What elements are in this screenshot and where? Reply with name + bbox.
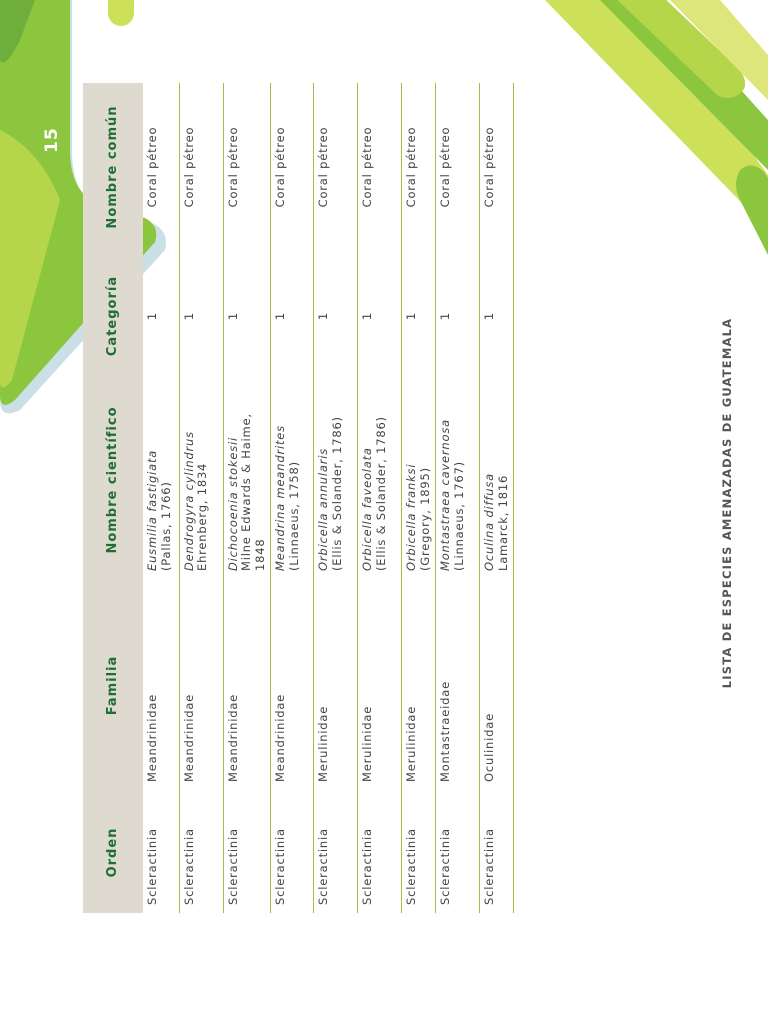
cell-orden: Scleractinia	[436, 792, 480, 913]
cell-nombre-cientifico	[223, 381, 271, 579]
cell-nombre-cientifico	[402, 381, 436, 579]
species-author: Milne Edwards & Haime, 1848	[239, 413, 267, 571]
cell-orden: Scleractinia	[223, 792, 271, 913]
cell-orden: Scleractinia	[143, 792, 179, 913]
cell-categoria: 1	[358, 251, 402, 381]
cell-categoria: 1	[143, 251, 179, 381]
table-row	[271, 83, 314, 913]
cell-nombre-comun: Coral pétreo	[402, 83, 436, 251]
cell-familia: Merulinidae	[358, 579, 402, 792]
header-nombre-cientifico: Nombre científico	[83, 381, 143, 579]
species-name: Montastraea cavernosa	[438, 419, 452, 571]
cell-nombre-cientifico	[179, 381, 223, 579]
cell-familia: Oculinidae	[480, 579, 514, 792]
cell-orden: Scleractinia	[271, 792, 314, 913]
cell-nombre-comun: Coral pétreo	[271, 83, 314, 251]
species-name: Orbicella annularis	[316, 447, 330, 571]
table-header-row	[83, 83, 143, 913]
table-row	[179, 83, 223, 913]
cell-nombre-comun: Coral pétreo	[358, 83, 402, 251]
species-author: (Linnaeus, 1758)	[286, 461, 301, 571]
table-row	[480, 83, 514, 913]
table-row	[314, 83, 358, 913]
green-stripe-shape	[736, 165, 768, 255]
species-author: Ehrenberg, 1834	[195, 462, 209, 571]
header-nombre-comun: Nombre común	[83, 83, 143, 251]
cell-nombre-cientifico	[358, 381, 402, 579]
cell-categoria: 1	[436, 251, 480, 381]
cell-familia: Meandrinidae	[179, 579, 223, 792]
cell-categoria: 1	[402, 251, 436, 381]
species-author: (Gregory, 1895)	[417, 467, 432, 571]
species-name: Dendrogyra cylindrus	[181, 431, 196, 571]
cell-nombre-cientifico	[143, 381, 179, 579]
cell-nombre-cientifico	[271, 381, 314, 579]
cell-nombre-comun: Coral pétreo	[223, 83, 271, 251]
species-table	[83, 83, 514, 913]
cell-nombre-cientifico	[436, 381, 480, 579]
cell-familia: Meandrinidae	[271, 579, 314, 792]
species-name: Orbicella faveolata	[360, 447, 374, 571]
species-author: (Linnaeus, 1767)	[451, 461, 466, 571]
cell-familia: Montastraeidae	[436, 579, 480, 792]
cell-nombre-cientifico	[480, 381, 514, 579]
species-name: Dichocoenia stokesii	[225, 437, 240, 571]
cell-orden: Scleractinia	[179, 792, 223, 913]
cell-familia: Meandrinidae	[143, 579, 179, 792]
species-table-container	[83, 83, 510, 913]
table-row	[358, 83, 402, 913]
cell-categoria: 1	[314, 251, 358, 381]
cell-nombre-comun: Coral pétreo	[179, 83, 223, 251]
cell-categoria: 1	[271, 251, 314, 381]
cell-categoria: 1	[480, 251, 514, 381]
table-row	[436, 83, 480, 913]
cell-orden: Scleractinia	[402, 792, 436, 913]
cell-nombre-comun: Coral pétreo	[314, 83, 358, 251]
green-bar-shape	[108, 0, 134, 26]
cell-categoria: 1	[179, 251, 223, 381]
cell-categoria: 1	[223, 251, 271, 381]
cell-familia: Meandrinidae	[223, 579, 271, 792]
cell-orden: Scleractinia	[480, 792, 514, 913]
species-author: (Ellis & Solander, 1786)	[373, 416, 388, 571]
species-name: Orbicella franksi	[404, 463, 418, 571]
species-name: Meandrina meandrites	[273, 425, 287, 571]
cell-orden: Scleractinia	[358, 792, 402, 913]
header-categoria: Categoría	[83, 251, 143, 381]
table-row	[223, 83, 271, 913]
cell-familia: Merulinidae	[314, 579, 358, 792]
header-familia: Familia	[83, 579, 143, 792]
cell-orden: Scleractinia	[314, 792, 358, 913]
cell-nombre-comun: Coral pétreo	[480, 83, 514, 251]
species-name: Oculina diffusa	[482, 473, 496, 571]
header-orden: Orden	[83, 792, 143, 913]
cell-nombre-comun: Coral pétreo	[143, 83, 179, 251]
species-author: Lamarck, 1816	[495, 474, 510, 571]
cell-familia: Merulinidae	[402, 579, 436, 792]
cell-nombre-cientifico	[314, 381, 358, 579]
cell-nombre-comun: Coral pétreo	[436, 83, 480, 251]
species-name: Eusmilia fastigiata	[145, 449, 159, 571]
species-author: (Pallas, 1766)	[158, 481, 173, 571]
table-row	[402, 83, 436, 913]
species-author: (Ellis & Solander, 1786)	[329, 416, 344, 571]
table-row	[143, 83, 179, 913]
